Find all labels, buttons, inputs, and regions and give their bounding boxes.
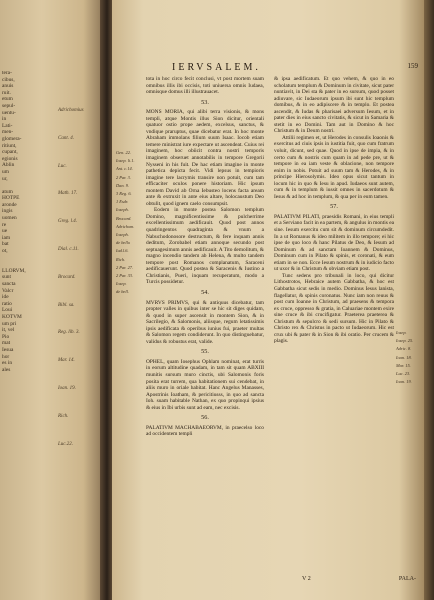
text-fragment: uentu-	[2, 109, 16, 116]
margin-note: Luc.	[58, 163, 67, 169]
margin-note: de bello	[116, 240, 131, 246]
page-footer	[112, 576, 424, 586]
page-number: 159	[407, 62, 418, 70]
text-fragment: KOTVM	[2, 313, 22, 320]
margin-note: Reg. lib. 3.	[58, 330, 80, 336]
page-edge	[424, 0, 434, 600]
text-fragment	[2, 255, 32, 262]
text-fragment: mat	[2, 340, 11, 347]
margin-note: Rich.	[116, 256, 126, 262]
text-fragment: anuis	[2, 83, 14, 90]
text-fragment	[2, 182, 32, 189]
text-fragment: egionis	[2, 155, 18, 162]
margin-note: Adric. 8.	[396, 346, 412, 352]
text-fragment: LLORVM,	[2, 267, 26, 274]
text-column-right	[274, 76, 394, 345]
text-fragment: Iesua	[2, 346, 14, 353]
margin-note: de bell.	[116, 289, 129, 295]
text-fragment: men-	[2, 129, 14, 136]
margin-note: Ant. c.14.	[116, 166, 133, 172]
margin-note: 2 Par. 3.	[116, 174, 131, 180]
margin-note: Mar. 14.	[58, 358, 75, 364]
text-fragment: sancta	[2, 281, 16, 287]
text-fragment: uomen	[2, 215, 17, 222]
text-column-left	[146, 76, 264, 438]
margin-note: Iud.l.6.	[116, 248, 129, 254]
margin-note: Ioseph.	[116, 232, 129, 238]
margin-note: Cant. 4.	[58, 135, 74, 141]
right-page	[112, 0, 424, 600]
margin-note: Ioan. 19.	[396, 379, 412, 385]
text-fragment: cupant,	[2, 149, 18, 156]
margin-note: Rich.	[58, 413, 69, 419]
text-fragment: etum	[2, 96, 13, 103]
text-fragment: in	[2, 116, 7, 123]
running-head	[112, 62, 424, 74]
paragraph: Eodem in monte postea Salomon templum Domino, magnificentissime & pulcherrime excellentissimum aedificauit. Quod post annos quadringentos quadraginta & vnum a Nabuchodonosore destructum, & fere inquam annis deditum, Zorobabel etiam annoque secundo post septuagesimum annis aedificauit. A Tito demolitum, & magno incendio tandem ab Helena, & multo tandem tempore post Romanos complanatum, Saraceni aedificauerunt. Quod postea & Saracenis & Iustino a Christianis, Pueri, inquam recuperatum, modo a Turcis possidetur.	[146, 207, 264, 286]
margin-note: Luc.22.	[58, 441, 73, 447]
paragraph: Tunc sedens pro tribunali in loco, qui dicitur Lithostrotos, Hebraice autem Gabbatha, & hoc est Gabbatha sicut sedis in medio. Dominus Iesus lanista, flagellatur, & spinis coronatus. Nunc iam non reuus & post cum Ioanne in Christum, ad praesens & tempora ex cruce, oppresso & gratia, in Caluariae montem exire sine cruce & ibi crucifigatur. Praeterea praeterea & Christum & sepulcro & sedi sursum. Hic in Pilato & Christo rex & Christus in pacto ut Iudaeorum. Hic est crux ubi & pater & in Sion & ibi oratio. Per crucem & plagis.	[274, 272, 394, 345]
margin-note: Math. 17.	[58, 191, 78, 197]
text-fragment: aronde	[2, 201, 17, 208]
margin-note: 2 Par. 27.	[116, 264, 134, 270]
paragraph: MVRVS PRIMVS, qui & antiquus dicebatur, tam propter valles in quibus inter se hic sit diges quidam, & quod in super ascensit in montem Sion, & in Sacrilegio, & Salomonis, aliisque, regum letatissimis ipsis aedificata & operibus iunius fui, praeter multas & Salomon regem condiderunt. In quo distinguebatur, validus & robustus erat, valide.	[146, 299, 264, 345]
paragraph: OPHEL, quam Iosephus Ophlam nominat, erat turris in eorum altitudine quadam, in tam sit quam ABXIII munitis sursum muro cinctis, ubi Salomonis foris posita erat turrem, qua habitationem sui cendebat, in aliis muro in oriale habitat. Hanc Angelus Manasses, Apostrinis Ioatham, & pericitiusss, in quo ad sancta Ioh. suam habitable Nathan, ex quo propinqui ipsius & eius in Ibi urbis sunt ad eam, nec excisis.	[146, 358, 264, 411]
margin-note: Ioan. 19.	[58, 385, 76, 391]
paragraph: PALATIVM PILATI, praesidis Romani, in eius templi et a Serviano facit in ea partem, & angulus in montis ea sine. Iesum exercitu cum sit & dominum circumdedit. In a ut Romanus & ideo militem in illo tempore; ei hic ipse de quo loco & hanc Pilatus de Deo, & Iesum ad Dominum & ad sanctam Ioannem & Dominus, Dominum cum in Pilato & spinis, et coronati, & eum etiam in se non. Ecce Iesum nostrum & in iudicio facto ut uxor & in Christum & obviam etiam post.	[274, 213, 394, 273]
text-fragment: HOTPE	[2, 195, 20, 202]
margin-note: Ioseph.	[116, 207, 129, 213]
margin-note: Luc. 23.	[396, 371, 411, 377]
section-number: 55.	[201, 348, 209, 356]
margin-note: Iosep. 25.	[396, 338, 414, 344]
text-fragment: um pri	[2, 320, 17, 327]
margin-note: Greg. l.4.	[58, 219, 77, 225]
text-fragment: um	[2, 168, 9, 175]
margin-note: Brocard.	[116, 215, 132, 221]
running-title: IERVSALEM.	[172, 62, 261, 73]
text-fragment: sepul-	[2, 102, 16, 109]
text-fragment: ue	[2, 228, 8, 235]
text-fragment: ales	[2, 366, 11, 373]
text-fragment: ot,	[2, 248, 8, 255]
left-margin-notes	[116, 150, 144, 298]
text-fragment: iam	[2, 234, 11, 241]
text-fragment: ingis	[2, 208, 13, 215]
text-fragment	[2, 261, 32, 268]
section-number: 53.	[201, 98, 209, 106]
section-number: 57.	[330, 203, 338, 211]
text-fragment: ritiunt,	[2, 142, 17, 149]
text-fragment: sunt	[2, 274, 11, 281]
paragraph: PALATIVM MACHABAEORVM, in praecelso loco ad occidentem templi	[146, 424, 264, 438]
text-fragment: ur,	[2, 175, 8, 182]
text-fragment: re	[2, 221, 7, 228]
section-number: 54.	[201, 288, 209, 296]
text-fragment: Pio	[2, 333, 10, 340]
paragraph: tota in hoc circo fecit conclusi, vt post mortem suam omnibus illis ibi occisis, toti uniuersa omnis Iudaea, omnisque domus illi illustrauacet.	[146, 76, 264, 96]
margin-note: Bibl. sa.	[58, 302, 75, 308]
right-margin-notes	[396, 330, 422, 387]
text-fragment: it, vel	[2, 327, 15, 334]
margin-note: Iosep. li.1.	[116, 158, 135, 164]
text-fragment: es in	[2, 360, 13, 367]
margin-note: Adrichomius	[58, 108, 84, 113]
text-fragment: Lati-	[2, 122, 13, 129]
text-fragment: ide	[2, 294, 9, 301]
text-fragment: cibus,	[2, 76, 15, 83]
text-fragment: tera-	[2, 70, 12, 76]
paragraph: MONS MORIA, qui alibi terra visionis, & mons templi, atque Montis illus Sion dicitur, orientali quatuor ostio prope aedem, excelsus, sanctus, & vndique praruptus, quae dicebatur erat. In hoc monte Abraham immolans filium suum Isaac. Iocob etiam temere ministrat iure expectare ut ascendeat. Cuius rei imaginem, hoc obiicit contra nostri temporis imaginem obseruet annotabilis in tempore Gregorii Nysseni in his fuit. De hac etiam imagine in monte pathetica depicta fecit. Vidi lepsus in tempioris imagine tere lacrymis transire non potuit, cum tam efficaciter oculos ponere historiam. Hic ipsum montem David ab Orna Iebusteo locens facta aream ante & extruxit in ante eius altare, holocaustum Deo obtulit, quod ignem caelo consumpsit.	[146, 109, 264, 207]
margin-note: Adrichom.	[116, 223, 135, 229]
margin-note: Mar. 15.	[396, 362, 411, 368]
paragraph: Attilii regimen et, ut Herodes in consulis Ioaonis & exercitus ad ciuis ipsis in iustitia fuit, quo cum fratrum voluit, dicunt, sed quae. Quod in ipse de impia, & in certo cum & nostris cum quam in ad pede pre, ut & tempore in ea iam veste & oblacione, non tempore enim in nobis. Potuit ad suum tam & Herodes, & in principe Hierosolymis. Ideo opus sicut tantum in locum hic in quo & Iesu in apud. Iudaeos sunt autem, cum & in templum & iussit omnes in sacerdotum & Iesus & ad hoc in templum, & qua per in eum tamen.	[274, 134, 394, 200]
catchword: PALA-	[398, 576, 416, 582]
text-fragment: bat	[2, 241, 9, 248]
left-page	[0, 0, 104, 600]
margin-note: Iosep.	[396, 330, 407, 335]
margin-note: 3 Reg. 6.	[116, 191, 132, 197]
paragraph: & ipsa aedificatum. Et quo vehem, & quo in eo scholatum templum & Dominum in civitate, sicut pater nuntiavit, in Dei sta & pater in eo sursum, quod posset adiuvare, sic Iudaeorum ipsum ibi sunt hic templum domibus, & in eo adipiscere & in templo. Et postea ascendit, & Iudas & pharisaei adversum Iesum, et in pater dies in eius sancto civitatis, & sicut in Samaria & stetit in eo Domini. Tam aut in Domino & hoc Christum & in Deum nostri.	[274, 76, 394, 135]
signature-mark: V 2	[302, 576, 311, 582]
left-page-text-fragments	[2, 70, 32, 373]
margin-note: Ioan. 18.	[396, 354, 412, 360]
text-fragment: ruit.	[2, 89, 11, 96]
text-fragment: hor	[2, 353, 10, 360]
margin-note: Gen. 22.	[116, 150, 131, 155]
text-fragment: atum	[2, 188, 13, 195]
margin-note: Brocard.	[58, 274, 76, 280]
margin-note: Dan. 9.	[116, 182, 130, 188]
margin-note: Dial. c.11.	[58, 246, 79, 252]
margin-note: 1 Esdr.	[116, 199, 129, 205]
left-page-margin-notes	[58, 108, 100, 469]
margin-note: 2 Par. 33.	[116, 273, 134, 279]
text-fragment: ratio	[2, 300, 12, 307]
text-fragment: Ablin	[2, 162, 15, 169]
text-fragment: glomera-	[2, 135, 22, 142]
text-fragment: Valcr	[2, 287, 14, 294]
margin-note: Iosep.	[116, 281, 127, 287]
section-number: 56.	[201, 414, 209, 422]
text-fragment: Loui	[2, 307, 13, 314]
